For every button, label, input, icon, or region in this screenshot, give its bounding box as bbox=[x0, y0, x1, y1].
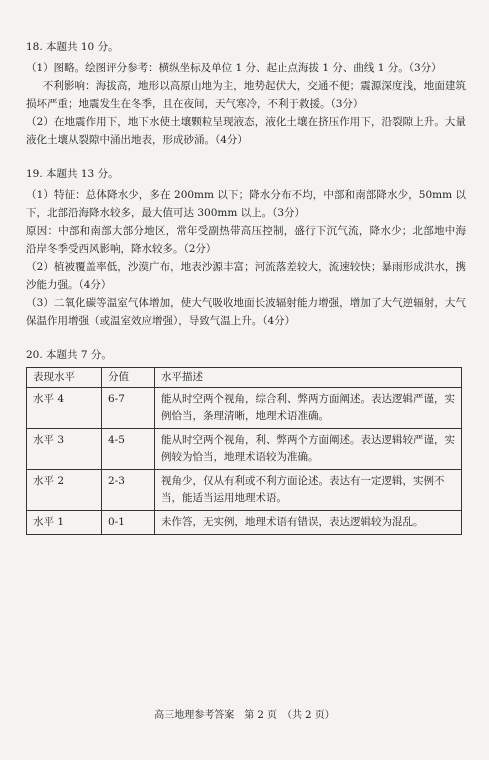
question-18 bbox=[26, 40, 466, 149]
q18-part1-impacts: 不利影响：海拔高，地形以高原山地为主，地势起伏大，交通不便；震源深度浅，地面建筑损坏严重；地震发生在冬季，且在夜间，天气寒冷，不利于救援。（3分） bbox=[26, 80, 466, 110]
score-cell: 0-1 bbox=[102, 511, 155, 535]
q18-part1-drawing: （1）图略。绘图评分参考：横纵坐标及单位 1 分、起止点海拔 1 分、曲线 1 分。（3分） bbox=[26, 62, 442, 74]
q19-part1-reasons: 原因：中部和南部大部分地区，常年受副热带高压控制，盛行下沉气流，降水少；北部地中海沿岸冬季受西风影响，降水较多。（2分） bbox=[26, 225, 466, 255]
q19-part2: （2）植被覆盖率低，沙漠广布，地表沙源丰富；河流落差较大，流速较快；暴雨形成洪水，携沙能力强。（4分） bbox=[26, 261, 466, 291]
q18-part2: （2）在地震作用下，地下水使土壤颗粒呈现液态，液化土壤在挤压作用下，沿裂隙上升。大量液化土壤从裂隙中涌出地表，形成砂涌。（4分） bbox=[26, 116, 466, 146]
question-20-title: 20. 本题共 7 分。 bbox=[26, 349, 112, 361]
question-19-title: 19. 本题共 13 分。 bbox=[26, 168, 119, 180]
description-cell: 能从时空两个视角，利、弊两个方面阐述。表达逻辑较严谨，实例较为恰当，地理术语较为准确。 bbox=[155, 429, 462, 470]
table-header-row bbox=[27, 368, 462, 388]
score-cell: 6-7 bbox=[102, 388, 155, 429]
table-row bbox=[27, 470, 462, 511]
q19-part1-features: （1）特征：总体降水少，多在 200mm 以下；降水分布不均，中部和南部降水少，50mm 以下，北部沿海降水较多，最大值可达 300mm 以上。（3分） bbox=[26, 189, 466, 219]
column-header-level: 表现水平 bbox=[27, 368, 102, 388]
spacer bbox=[26, 330, 466, 348]
score-cell: 2-3 bbox=[102, 470, 155, 511]
question-18-title: 18. 本题共 10 分。 bbox=[26, 41, 119, 53]
question-19 bbox=[26, 167, 466, 330]
scoring-rubric-table bbox=[26, 367, 462, 535]
description-cell: 视角少，仅从有利或不利方面论述。表达有一定逻辑，实例不当，能适当运用地理术语。 bbox=[155, 470, 462, 511]
column-header-score: 分值 bbox=[102, 368, 155, 388]
description-cell: 能从时空两个视角，综合利、弊两方面阐述。表达逻辑严谨，实例恰当，条理清晰，地理术语准确。 bbox=[155, 388, 462, 429]
level-cell: 水平 1 bbox=[27, 511, 102, 535]
level-cell: 水平 4 bbox=[27, 388, 102, 429]
answer-content bbox=[26, 40, 466, 535]
level-cell: 水平 2 bbox=[27, 470, 102, 511]
level-cell: 水平 3 bbox=[27, 429, 102, 470]
score-cell: 4-5 bbox=[102, 429, 155, 470]
question-20 bbox=[26, 348, 466, 535]
table-row bbox=[27, 429, 462, 470]
description-cell: 未作答，无实例，地理术语有错误，表达逻辑较为混乱。 bbox=[155, 511, 462, 535]
page-footer: 高三地理参考答案 第 2 页 （共 2 页） bbox=[154, 710, 335, 721]
q19-part3: （3）二氧化碳等温室气体增加，使大气吸收地面长波辐射能力增强，增加了大气逆辐射，大气保温作用增强（或温室效应增强），导致气温上升。（4分） bbox=[26, 297, 466, 327]
spacer bbox=[26, 149, 466, 167]
table-row bbox=[27, 388, 462, 429]
table-row bbox=[27, 511, 462, 535]
column-header-description: 水平描述 bbox=[155, 368, 462, 388]
